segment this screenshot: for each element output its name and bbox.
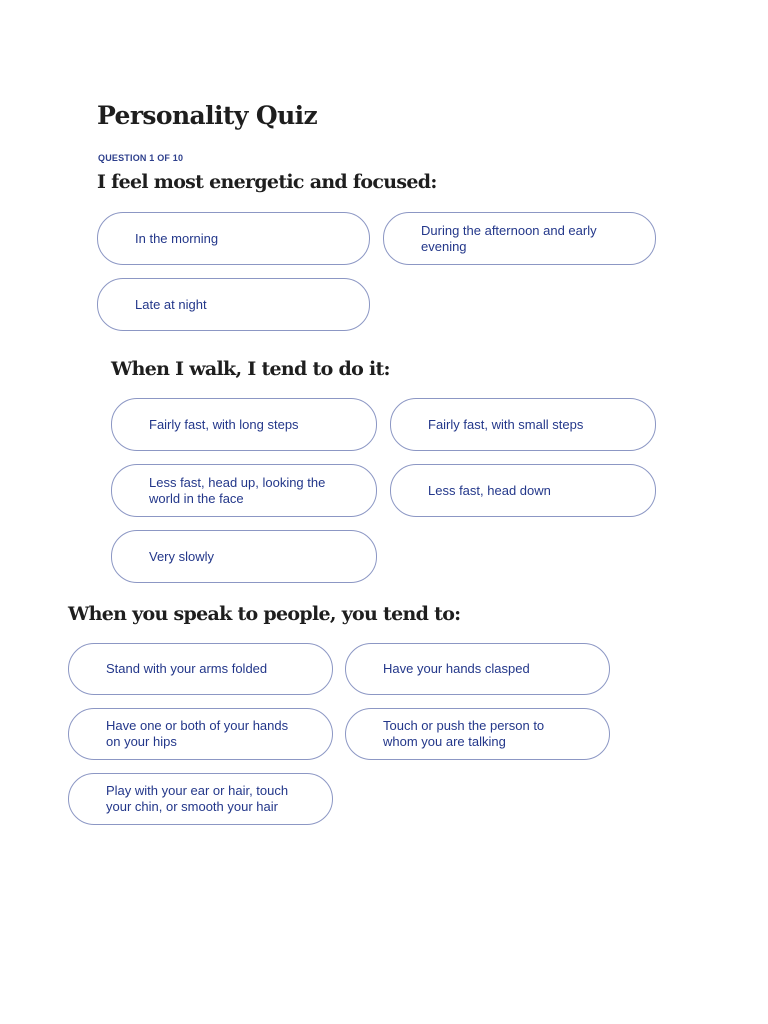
option-late-at-night[interactable]: Late at night: [97, 278, 370, 331]
option-afternoon-early-evening[interactable]: During the afternoon and early evening: [383, 212, 656, 265]
option-hands-on-hips[interactable]: Have one or both of your hands on your hips: [68, 708, 333, 760]
option-touch-or-push-person[interactable]: Touch or push the person to whom you are talking: [345, 708, 610, 760]
option-play-with-ear-or-hair[interactable]: Play with your ear or hair, touch your chin, or smooth your hair: [68, 773, 333, 825]
question-counter: QUESTION 1 OF 10: [98, 153, 184, 163]
option-less-fast-head-down[interactable]: Less fast, head down: [390, 464, 656, 517]
option-fast-small-steps[interactable]: Fairly fast, with small steps: [390, 398, 656, 451]
question-3-heading: When you speak to people, you tend to:: [68, 603, 461, 625]
option-very-slowly[interactable]: Very slowly: [111, 530, 377, 583]
option-in-the-morning[interactable]: In the morning: [97, 212, 370, 265]
question-1-options: [97, 212, 656, 331]
question-2-options: [111, 398, 656, 583]
option-hands-clasped[interactable]: Have your hands clasped: [345, 643, 610, 695]
page-title: Personality Quiz: [97, 101, 318, 130]
question-3-options: [68, 643, 610, 825]
question-1-heading: I feel most energetic and focused:: [97, 171, 437, 193]
option-fast-long-steps[interactable]: Fairly fast, with long steps: [111, 398, 377, 451]
option-less-fast-head-up[interactable]: Less fast, head up, looking the world in the face: [111, 464, 377, 517]
option-arms-folded[interactable]: Stand with your arms folded: [68, 643, 333, 695]
question-2-heading: When I walk, I tend to do it:: [111, 358, 390, 380]
